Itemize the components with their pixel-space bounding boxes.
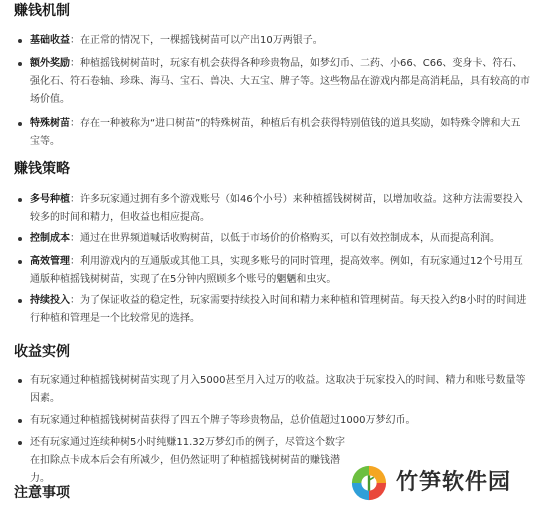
item-key: 多号种植 xyxy=(30,194,70,205)
section-title-notes: 注意事项 xyxy=(14,485,70,501)
item-key: 特殊树苗 xyxy=(30,118,70,129)
bullet-icon xyxy=(18,299,22,303)
item-text: 存在一种被称为“进口树苗”的特殊树苗，种植后有机会获得特别值钱的道具奖励，如特殊令牌和大五宝等。 xyxy=(30,118,521,147)
bamboo-logo-icon xyxy=(350,464,388,502)
bullet-icon xyxy=(18,260,22,264)
bullet-icon xyxy=(18,379,22,383)
list-item: 高效管理：利用游戏内的互通版或其他工具，实现多账号的同时管理，提高效率。例如，有玩家通过12个号用互通版种植摇钱树树苗，实现了在5分钟内照顾多个账号的魍魉和虫灾。 xyxy=(18,253,530,289)
item-text: 为了保证收益的稳定性，玩家需要持续投入时间和精力来种植和管理树苗。每天投入约8小时的时间进行种植和管理是一个比较常见的选择。 xyxy=(30,295,527,324)
item-text: 还有玩家通过连续种树5小时纯赚11.32万梦幻币的例子，尽管这个数字在扣除点卡成本后会有所减少，但仍然证明了种植摇钱树树苗的赚钱潜力。 xyxy=(30,437,345,484)
list-item: 持续投入：为了保证收益的稳定性，玩家需要持续投入时间和精力来种植和管理树苗。每天投入约8小时的时间进行种植和管理是一个比较常见的选择。 xyxy=(18,292,530,328)
list-item: 特殊树苗：存在一种被称为“进口树苗”的特殊树苗，种植后有机会获得特别值钱的道具奖励，如特殊令牌和大五宝等。 xyxy=(18,115,530,151)
item-text: 有玩家通过种植摇钱树树苗获得了四五个牌子等珍贵物品，总价值超过1000万梦幻币。 xyxy=(30,415,416,426)
section-title-strategy: 赚钱策略 xyxy=(14,161,70,177)
item-text: 在正常的情况下，一棵摇钱树苗可以产出10万两银子。 xyxy=(80,35,323,46)
watermark xyxy=(340,458,540,508)
bullet-icon xyxy=(18,441,22,445)
list-item: 基础收益：在正常的情况下，一棵摇钱树苗可以产出10万两银子。 xyxy=(18,32,530,50)
bullet-icon xyxy=(18,62,22,66)
item-text: 通过在世界频道喊话收购树苗，以低于市场价的价格购买，可以有效控制成本，从而提高利润。 xyxy=(80,233,500,244)
list-item xyxy=(18,372,530,408)
list-item: 多号种植：许多玩家通过拥有多个游戏账号（如46个小号）来种植摇钱树树苗，以增加收益。这种方法需要投入较多的时间和精力，但收益也相应提高。 xyxy=(18,191,530,227)
item-key: 高效管理 xyxy=(30,256,70,267)
bullet-icon xyxy=(18,122,22,126)
item-text: 有玩家通过种植摇钱树树苗实现了月入5000甚至月入过万的收益。这取决于玩家投入的时间、精力和账号数量等因素。 xyxy=(30,375,526,404)
list-item xyxy=(18,434,348,488)
list-item: 额外奖励：种植摇钱树树苗时，玩家有机会获得各种珍贵物品，如梦幻币、二药、小66、C66、变身卡、符石、强化石、符石卷轴、珍珠、海马、宝石、兽决、大五宝、牌子等。这些物品在游戏内都是高消耗品，具有较高的市场价值。 xyxy=(18,55,530,109)
watermark-text: 竹笋软件园 xyxy=(396,470,512,495)
item-key: 控制成本 xyxy=(30,233,70,244)
item-key: 额外奖励 xyxy=(30,58,70,69)
section-title-examples: 收益实例 xyxy=(14,344,70,360)
item-text: 许多玩家通过拥有多个游戏账号（如46个小号）来种植摇钱树树苗，以增加收益。这种方法需要投入较多的时间和精力，但收益也相应提高。 xyxy=(30,194,523,223)
list-item: 控制成本：通过在世界频道喊话收购树苗，以低于市场价的价格购买，可以有效控制成本，从而提高利润。 xyxy=(18,230,530,248)
bullet-icon xyxy=(18,198,22,202)
section-title-mechanism: 赚钱机制 xyxy=(14,3,70,19)
item-key: 持续投入 xyxy=(30,295,70,306)
item-text: 利用游戏内的互通版或其他工具，实现多账号的同时管理，提高效率。例如，有玩家通过12个号用互通版种植摇钱树树苗，实现了在5分钟内照顾多个账号的魍魉和虫灾。 xyxy=(30,256,523,285)
list-item xyxy=(18,412,530,430)
bullet-icon xyxy=(18,419,22,423)
bullet-icon xyxy=(18,39,22,43)
item-text: 种植摇钱树树苗时，玩家有机会获得各种珍贵物品，如梦幻币、二药、小66、C66、变身卡、符石、强化石、符石卷轴、珍珠、海马、宝石、兽决、大五宝、牌子等。这些物品在游戏内都是高消耗品，具有较高的市场价值。 xyxy=(30,58,530,105)
item-key: 基础收益 xyxy=(30,35,70,46)
bullet-icon xyxy=(18,237,22,241)
